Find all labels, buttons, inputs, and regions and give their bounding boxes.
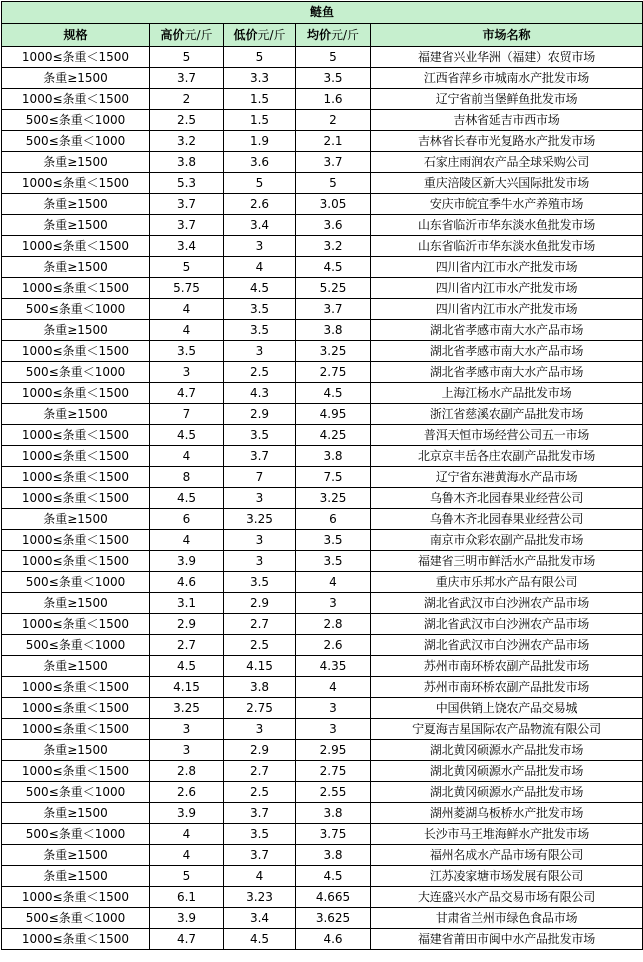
table-row [2, 677, 643, 698]
cell-spec: 1000≤条重＜1500 [2, 47, 150, 68]
cell-avg-price: 5 [296, 173, 371, 194]
cell-market-name: 南京市众彩农副产品批发市场 [371, 530, 643, 551]
cell-spec: 1000≤条重＜1500 [2, 551, 150, 572]
cell-high-price: 5 [150, 257, 224, 278]
cell-market-name: 湖北省孝感市南大水产品市场 [371, 362, 643, 383]
cell-low-price: 1.9 [224, 131, 296, 152]
price-table [1, 1, 643, 950]
cell-high-price: 3.7 [150, 68, 224, 89]
cell-high-price: 3 [150, 719, 224, 740]
table-title: 鲢鱼 [2, 2, 643, 24]
cell-spec: 1000≤条重＜1500 [2, 383, 150, 404]
cell-market-name: 山东省临沂市华东淡水鱼批发市场 [371, 215, 643, 236]
table-row [2, 68, 643, 89]
header-low [224, 24, 296, 47]
cell-avg-price: 4 [296, 677, 371, 698]
cell-high-price: 5.3 [150, 173, 224, 194]
cell-avg-price: 4.5 [296, 383, 371, 404]
cell-avg-price: 2.6 [296, 635, 371, 656]
header-market [371, 24, 643, 47]
table-title-row [2, 2, 643, 24]
cell-avg-price: 3 [296, 698, 371, 719]
table-row [2, 887, 643, 908]
table-row [2, 761, 643, 782]
cell-spec: 条重≥1500 [2, 740, 150, 761]
cell-avg-price: 3.05 [296, 194, 371, 215]
table-row [2, 383, 643, 404]
cell-high-price: 4.5 [150, 425, 224, 446]
header-low-label: 低价 [233, 28, 258, 42]
header-high-unit: 元/斤 [184, 28, 213, 42]
table-body [2, 47, 643, 950]
cell-low-price: 7 [224, 467, 296, 488]
cell-low-price: 3.5 [224, 572, 296, 593]
cell-low-price: 2.5 [224, 362, 296, 383]
cell-spec: 500≤条重＜1000 [2, 131, 150, 152]
cell-market-name: 湖北黄冈硕源水产品批发市场 [371, 740, 643, 761]
cell-spec: 条重≥1500 [2, 593, 150, 614]
cell-market-name: 石家庄雨润农产品全球采购公司 [371, 152, 643, 173]
table-row [2, 782, 643, 803]
cell-spec: 500≤条重＜1000 [2, 362, 150, 383]
cell-low-price: 2.7 [224, 761, 296, 782]
table-row [2, 425, 643, 446]
table-row [2, 257, 643, 278]
cell-avg-price: 3.2 [296, 236, 371, 257]
table-header-row [2, 24, 643, 47]
table-row [2, 866, 643, 887]
cell-spec: 条重≥1500 [2, 845, 150, 866]
table-row [2, 803, 643, 824]
cell-spec: 500≤条重＜1000 [2, 299, 150, 320]
table-row [2, 845, 643, 866]
table-row [2, 446, 643, 467]
cell-low-price: 3.7 [224, 845, 296, 866]
cell-market-name: 四川省内江市水产批发市场 [371, 299, 643, 320]
cell-avg-price: 3.5 [296, 530, 371, 551]
table-row [2, 908, 643, 929]
cell-avg-price: 3.5 [296, 551, 371, 572]
table-row [2, 824, 643, 845]
table-row [2, 656, 643, 677]
table-row [2, 698, 643, 719]
cell-market-name: 苏州市南环桥农副产品批发市场 [371, 677, 643, 698]
table-row [2, 110, 643, 131]
cell-spec: 条重≥1500 [2, 656, 150, 677]
header-market-label: 市场名称 [482, 28, 531, 42]
cell-market-name: 福州名成水产品市场有限公司 [371, 845, 643, 866]
cell-avg-price: 2.75 [296, 362, 371, 383]
cell-market-name: 四川省内江市水产批发市场 [371, 257, 643, 278]
cell-market-name: 苏州市南环桥农副产品批发市场 [371, 656, 643, 677]
cell-low-price: 4.5 [224, 278, 296, 299]
table-row [2, 131, 643, 152]
cell-avg-price: 4 [296, 572, 371, 593]
table-row [2, 467, 643, 488]
cell-high-price: 4 [150, 845, 224, 866]
cell-avg-price: 5.25 [296, 278, 371, 299]
cell-market-name: 乌鲁木齐北园春果业经营公司 [371, 488, 643, 509]
cell-spec: 1000≤条重＜1500 [2, 761, 150, 782]
table-row [2, 236, 643, 257]
header-spec-label: 规格 [63, 28, 88, 42]
cell-spec: 500≤条重＜1000 [2, 782, 150, 803]
cell-market-name: 浙江省慈溪农副产品批发市场 [371, 404, 643, 425]
header-avg-label: 均价 [306, 28, 331, 42]
table-row [2, 488, 643, 509]
cell-avg-price: 3.25 [296, 488, 371, 509]
cell-spec: 1000≤条重＜1500 [2, 89, 150, 110]
header-low-unit: 元/斤 [257, 28, 286, 42]
cell-low-price: 2.6 [224, 194, 296, 215]
cell-avg-price: 3.625 [296, 908, 371, 929]
cell-avg-price: 3.6 [296, 215, 371, 236]
cell-high-price: 2 [150, 89, 224, 110]
cell-avg-price: 3.5 [296, 68, 371, 89]
cell-low-price: 3.25 [224, 509, 296, 530]
cell-market-name: 重庆涪陵区新大兴国际批发市场 [371, 173, 643, 194]
cell-market-name: 上海江杨水产品批发市场 [371, 383, 643, 404]
table-row [2, 635, 643, 656]
cell-high-price: 3.4 [150, 236, 224, 257]
cell-spec: 1000≤条重＜1500 [2, 173, 150, 194]
cell-high-price: 7 [150, 404, 224, 425]
cell-market-name: 湖北省武汉市白沙洲农产品市场 [371, 593, 643, 614]
cell-low-price: 3.5 [224, 320, 296, 341]
table-row [2, 719, 643, 740]
cell-avg-price: 4.5 [296, 866, 371, 887]
header-avg-unit: 元/斤 [330, 28, 360, 42]
table-row [2, 341, 643, 362]
cell-market-name: 江西省萍乡市城南水产批发市场 [371, 68, 643, 89]
table-row [2, 47, 643, 68]
cell-spec: 条重≥1500 [2, 152, 150, 173]
cell-high-price: 3.9 [150, 803, 224, 824]
table-row [2, 299, 643, 320]
table-row [2, 194, 643, 215]
table-row [2, 362, 643, 383]
cell-low-price: 5 [224, 47, 296, 68]
cell-high-price: 3 [150, 740, 224, 761]
cell-low-price: 3.4 [224, 215, 296, 236]
cell-avg-price: 3.7 [296, 299, 371, 320]
cell-market-name: 北京京丰岳各庄农副产品批发市场 [371, 446, 643, 467]
cell-spec: 1000≤条重＜1500 [2, 341, 150, 362]
cell-avg-price: 3.8 [296, 446, 371, 467]
cell-spec: 条重≥1500 [2, 215, 150, 236]
cell-high-price: 3.9 [150, 551, 224, 572]
cell-low-price: 4.5 [224, 929, 296, 950]
cell-low-price: 5 [224, 173, 296, 194]
cell-low-price: 2.9 [224, 740, 296, 761]
table-row [2, 215, 643, 236]
cell-low-price: 3.6 [224, 152, 296, 173]
cell-high-price: 5 [150, 47, 224, 68]
cell-low-price: 1.5 [224, 89, 296, 110]
cell-high-price: 2.5 [150, 110, 224, 131]
cell-spec: 条重≥1500 [2, 320, 150, 341]
cell-high-price: 4.5 [150, 488, 224, 509]
cell-high-price: 3.5 [150, 341, 224, 362]
cell-low-price: 3 [224, 341, 296, 362]
cell-avg-price: 4.95 [296, 404, 371, 425]
cell-market-name: 福建省兴业华洲（福建）农贸市场 [371, 47, 643, 68]
cell-low-price: 3.8 [224, 677, 296, 698]
cell-market-name: 湖北黄冈硕源水产品批发市场 [371, 782, 643, 803]
table-row [2, 173, 643, 194]
header-high-label: 高价 [160, 28, 185, 42]
cell-market-name: 重庆市乐邦水产品有限公司 [371, 572, 643, 593]
cell-low-price: 2.5 [224, 635, 296, 656]
cell-spec: 条重≥1500 [2, 509, 150, 530]
cell-spec: 1000≤条重＜1500 [2, 698, 150, 719]
table-row [2, 593, 643, 614]
cell-high-price: 3.7 [150, 215, 224, 236]
cell-avg-price: 6 [296, 509, 371, 530]
cell-market-name: 湖北省武汉市白沙洲农产品市场 [371, 614, 643, 635]
cell-market-name: 湖州菱湖乌板桥水产批发市场 [371, 803, 643, 824]
cell-high-price: 4 [150, 530, 224, 551]
cell-high-price: 4 [150, 824, 224, 845]
cell-avg-price: 3.8 [296, 803, 371, 824]
cell-low-price: 1.5 [224, 110, 296, 131]
cell-spec: 1000≤条重＜1500 [2, 614, 150, 635]
cell-market-name: 吉林省延吉市西市场 [371, 110, 643, 131]
cell-spec: 条重≥1500 [2, 404, 150, 425]
cell-spec: 条重≥1500 [2, 194, 150, 215]
cell-market-name: 辽宁省前当堡鲜鱼批发市场 [371, 89, 643, 110]
cell-high-price: 6 [150, 509, 224, 530]
table-row [2, 572, 643, 593]
table-row [2, 551, 643, 572]
cell-high-price: 3.9 [150, 908, 224, 929]
cell-avg-price: 3 [296, 593, 371, 614]
cell-market-name: 山东省临沂市华东淡水鱼批发市场 [371, 236, 643, 257]
cell-low-price: 2.9 [224, 404, 296, 425]
table-row [2, 929, 643, 950]
cell-market-name: 江苏凌家塘市场发展有限公司 [371, 866, 643, 887]
cell-spec: 500≤条重＜1000 [2, 110, 150, 131]
cell-market-name: 福建省三明市鲜活水产品批发市场 [371, 551, 643, 572]
cell-avg-price: 4.665 [296, 887, 371, 908]
cell-market-name: 四川省内江市水产批发市场 [371, 278, 643, 299]
cell-spec: 1000≤条重＜1500 [2, 446, 150, 467]
cell-avg-price: 2 [296, 110, 371, 131]
cell-low-price: 3.5 [224, 299, 296, 320]
cell-high-price: 5 [150, 866, 224, 887]
cell-avg-price: 2.8 [296, 614, 371, 635]
cell-low-price: 4 [224, 257, 296, 278]
cell-market-name: 甘肃省兰州市绿色食品市场 [371, 908, 643, 929]
cell-high-price: 3.1 [150, 593, 224, 614]
cell-avg-price: 1.6 [296, 89, 371, 110]
cell-market-name: 中国供销上饶农产品交易城 [371, 698, 643, 719]
cell-low-price: 3.5 [224, 824, 296, 845]
cell-spec: 条重≥1500 [2, 866, 150, 887]
cell-spec: 1000≤条重＜1500 [2, 467, 150, 488]
cell-low-price: 4 [224, 866, 296, 887]
cell-low-price: 3.23 [224, 887, 296, 908]
table-row [2, 509, 643, 530]
cell-low-price: 3.5 [224, 425, 296, 446]
cell-spec: 500≤条重＜1000 [2, 908, 150, 929]
cell-avg-price: 2.95 [296, 740, 371, 761]
cell-low-price: 3 [224, 551, 296, 572]
cell-avg-price: 3.8 [296, 320, 371, 341]
cell-avg-price: 4.35 [296, 656, 371, 677]
cell-low-price: 3.7 [224, 446, 296, 467]
table-row [2, 614, 643, 635]
cell-spec: 条重≥1500 [2, 803, 150, 824]
cell-spec: 1000≤条重＜1500 [2, 278, 150, 299]
cell-low-price: 4.3 [224, 383, 296, 404]
cell-market-name: 长沙市马王堆海鲜水产批发市场 [371, 824, 643, 845]
cell-high-price: 2.6 [150, 782, 224, 803]
table-row [2, 152, 643, 173]
table-row [2, 278, 643, 299]
cell-high-price: 5.75 [150, 278, 224, 299]
cell-spec: 500≤条重＜1000 [2, 824, 150, 845]
cell-spec: 条重≥1500 [2, 68, 150, 89]
cell-spec: 1000≤条重＜1500 [2, 929, 150, 950]
cell-high-price: 4 [150, 446, 224, 467]
cell-low-price: 3 [224, 236, 296, 257]
cell-high-price: 4.7 [150, 383, 224, 404]
cell-market-name: 吉林省长春市光复路水产批发市场 [371, 131, 643, 152]
table-row [2, 740, 643, 761]
cell-avg-price: 2.1 [296, 131, 371, 152]
cell-avg-price: 4.5 [296, 257, 371, 278]
cell-spec: 1000≤条重＜1500 [2, 719, 150, 740]
cell-spec: 1000≤条重＜1500 [2, 887, 150, 908]
cell-low-price: 2.5 [224, 782, 296, 803]
cell-spec: 1000≤条重＜1500 [2, 236, 150, 257]
cell-high-price: 3.2 [150, 131, 224, 152]
table-row [2, 89, 643, 110]
table-row [2, 404, 643, 425]
cell-low-price: 3 [224, 530, 296, 551]
cell-spec: 500≤条重＜1000 [2, 635, 150, 656]
cell-high-price: 4.7 [150, 929, 224, 950]
cell-spec: 1000≤条重＜1500 [2, 488, 150, 509]
cell-avg-price: 4.6 [296, 929, 371, 950]
cell-avg-price: 3.8 [296, 845, 371, 866]
cell-market-name: 湖北黄冈硕源水产品批发市场 [371, 761, 643, 782]
cell-spec: 500≤条重＜1000 [2, 572, 150, 593]
cell-market-name: 湖北省孝感市南大水产品市场 [371, 341, 643, 362]
cell-spec: 1000≤条重＜1500 [2, 425, 150, 446]
cell-avg-price: 7.5 [296, 467, 371, 488]
cell-high-price: 2.9 [150, 614, 224, 635]
cell-high-price: 2.7 [150, 635, 224, 656]
cell-market-name: 大连盛兴水产品交易市场有限公司 [371, 887, 643, 908]
header-spec [2, 24, 150, 47]
cell-market-name: 湖北省武汉市白沙洲农产品市场 [371, 635, 643, 656]
cell-market-name: 安庆市皖宜季牛水产养殖市场 [371, 194, 643, 215]
table-row [2, 530, 643, 551]
cell-market-name: 福建省莆田市闽中水产品批发市场 [371, 929, 643, 950]
cell-low-price: 3.3 [224, 68, 296, 89]
cell-market-name: 宁夏海吉星国际农产品物流有限公司 [371, 719, 643, 740]
cell-high-price: 4.6 [150, 572, 224, 593]
cell-avg-price: 3.25 [296, 341, 371, 362]
cell-high-price: 4.15 [150, 677, 224, 698]
header-avg [296, 24, 371, 47]
cell-low-price: 3.4 [224, 908, 296, 929]
cell-high-price: 4.5 [150, 656, 224, 677]
cell-avg-price: 3 [296, 719, 371, 740]
cell-market-name: 乌鲁木齐北园春果业经营公司 [371, 509, 643, 530]
cell-high-price: 8 [150, 467, 224, 488]
cell-market-name: 普洱天恒市场经营公司五一市场 [371, 425, 643, 446]
cell-spec: 1000≤条重＜1500 [2, 530, 150, 551]
cell-market-name: 湖北省孝感市南大水产品市场 [371, 320, 643, 341]
cell-market-name: 辽宁省东港黄海水产品市场 [371, 467, 643, 488]
cell-low-price: 2.7 [224, 614, 296, 635]
cell-high-price: 4 [150, 320, 224, 341]
cell-avg-price: 2.55 [296, 782, 371, 803]
cell-spec: 1000≤条重＜1500 [2, 677, 150, 698]
cell-high-price: 6.1 [150, 887, 224, 908]
cell-high-price: 4 [150, 299, 224, 320]
cell-low-price: 4.15 [224, 656, 296, 677]
cell-low-price: 3 [224, 488, 296, 509]
cell-low-price: 3.7 [224, 803, 296, 824]
cell-low-price: 2.75 [224, 698, 296, 719]
cell-high-price: 3 [150, 362, 224, 383]
cell-high-price: 3.7 [150, 194, 224, 215]
cell-low-price: 3 [224, 719, 296, 740]
cell-high-price: 3.8 [150, 152, 224, 173]
cell-low-price: 2.9 [224, 593, 296, 614]
cell-avg-price: 2.75 [296, 761, 371, 782]
cell-high-price: 2.8 [150, 761, 224, 782]
table-row [2, 320, 643, 341]
cell-spec: 条重≥1500 [2, 257, 150, 278]
cell-avg-price: 5 [296, 47, 371, 68]
cell-avg-price: 3.75 [296, 824, 371, 845]
cell-high-price: 3.25 [150, 698, 224, 719]
cell-avg-price: 3.7 [296, 152, 371, 173]
header-high [150, 24, 224, 47]
cell-avg-price: 4.25 [296, 425, 371, 446]
